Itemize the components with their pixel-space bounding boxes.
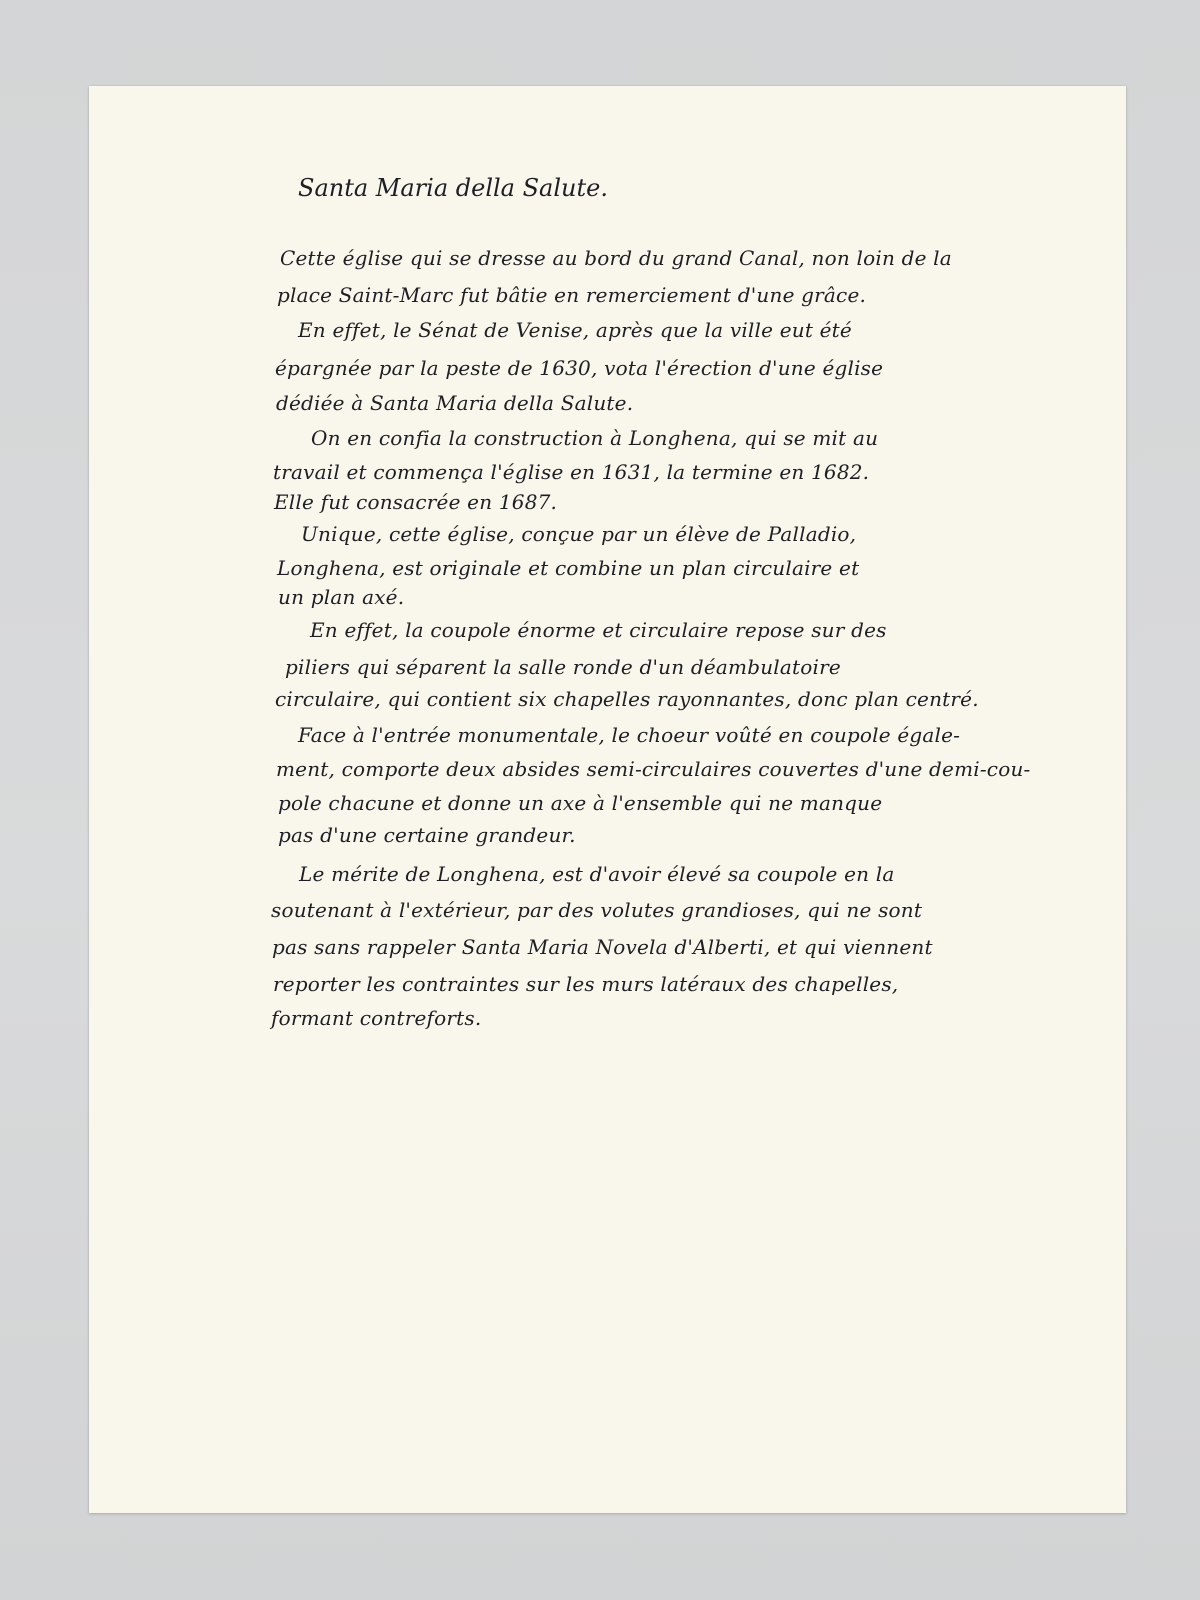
text-line-4: épargnée par la peste de 1630, vota l'érection d'une église xyxy=(275,356,884,380)
text-line-12: En effet, la coupole énorme et circulaire repose sur des xyxy=(310,618,887,642)
text-line-10: Longhena, est originale et combine un plan circulaire et xyxy=(277,556,860,580)
text-line-21: pas sans rappeler Santa Maria Novela d'Alberti, et qui viennent xyxy=(272,935,933,959)
text-line-20: soutenant à l'extérieur, par des volutes grandioses, qui ne sont xyxy=(271,898,923,922)
text-line-9: Unique, cette église, conçue par un élève de Palladio, xyxy=(301,522,857,546)
handwritten-page xyxy=(89,86,1126,1513)
text-line-5: dédiée à Santa Maria della Salute. xyxy=(276,391,634,415)
text-line-19: Le mérite de Longhena, est d'avoir élevé sa coupole en la xyxy=(299,862,895,886)
text-line-6: On en confia la construction à Longhena, qui se mit au xyxy=(311,426,879,450)
text-line-22: reporter les contraintes sur les murs latéraux des chapelles, xyxy=(273,972,899,996)
text-line-17: pole chacune et donne un axe à l'ensemble qui ne manque xyxy=(278,791,883,815)
text-line-23: formant contreforts. xyxy=(271,1006,482,1030)
text-line-11: un plan axé. xyxy=(278,585,405,609)
text-line-7: travail et commença l'église en 1631, la termine en 1682. xyxy=(273,460,870,484)
text-line-8: Elle fut consacrée en 1687. xyxy=(274,490,558,514)
text-line-3: En effet, le Sénat de Venise, après que la ville eut été xyxy=(298,318,852,342)
text-line-18: pas d'une certaine grandeur. xyxy=(278,823,576,847)
text-line-1: Cette église qui se dresse au bord du grand Canal, non loin de la xyxy=(280,246,952,270)
text-line-13: piliers qui séparent la salle ronde d'un déambulatoire xyxy=(285,655,841,679)
text-line-14: circulaire, qui contient six chapelles rayonnantes, donc plan centré. xyxy=(275,687,979,711)
text-line-2: place Saint-Marc fut bâtie en remerciement d'une grâce. xyxy=(277,283,867,307)
text-line-15: Face à l'entrée monumentale, le choeur voûté en coupole égale- xyxy=(298,723,961,747)
text-line-16: ment, comporte deux absides semi-circulaires couvertes d'une demi-cou- xyxy=(276,757,1031,781)
document-title: Santa Maria della Salute. xyxy=(298,174,608,202)
